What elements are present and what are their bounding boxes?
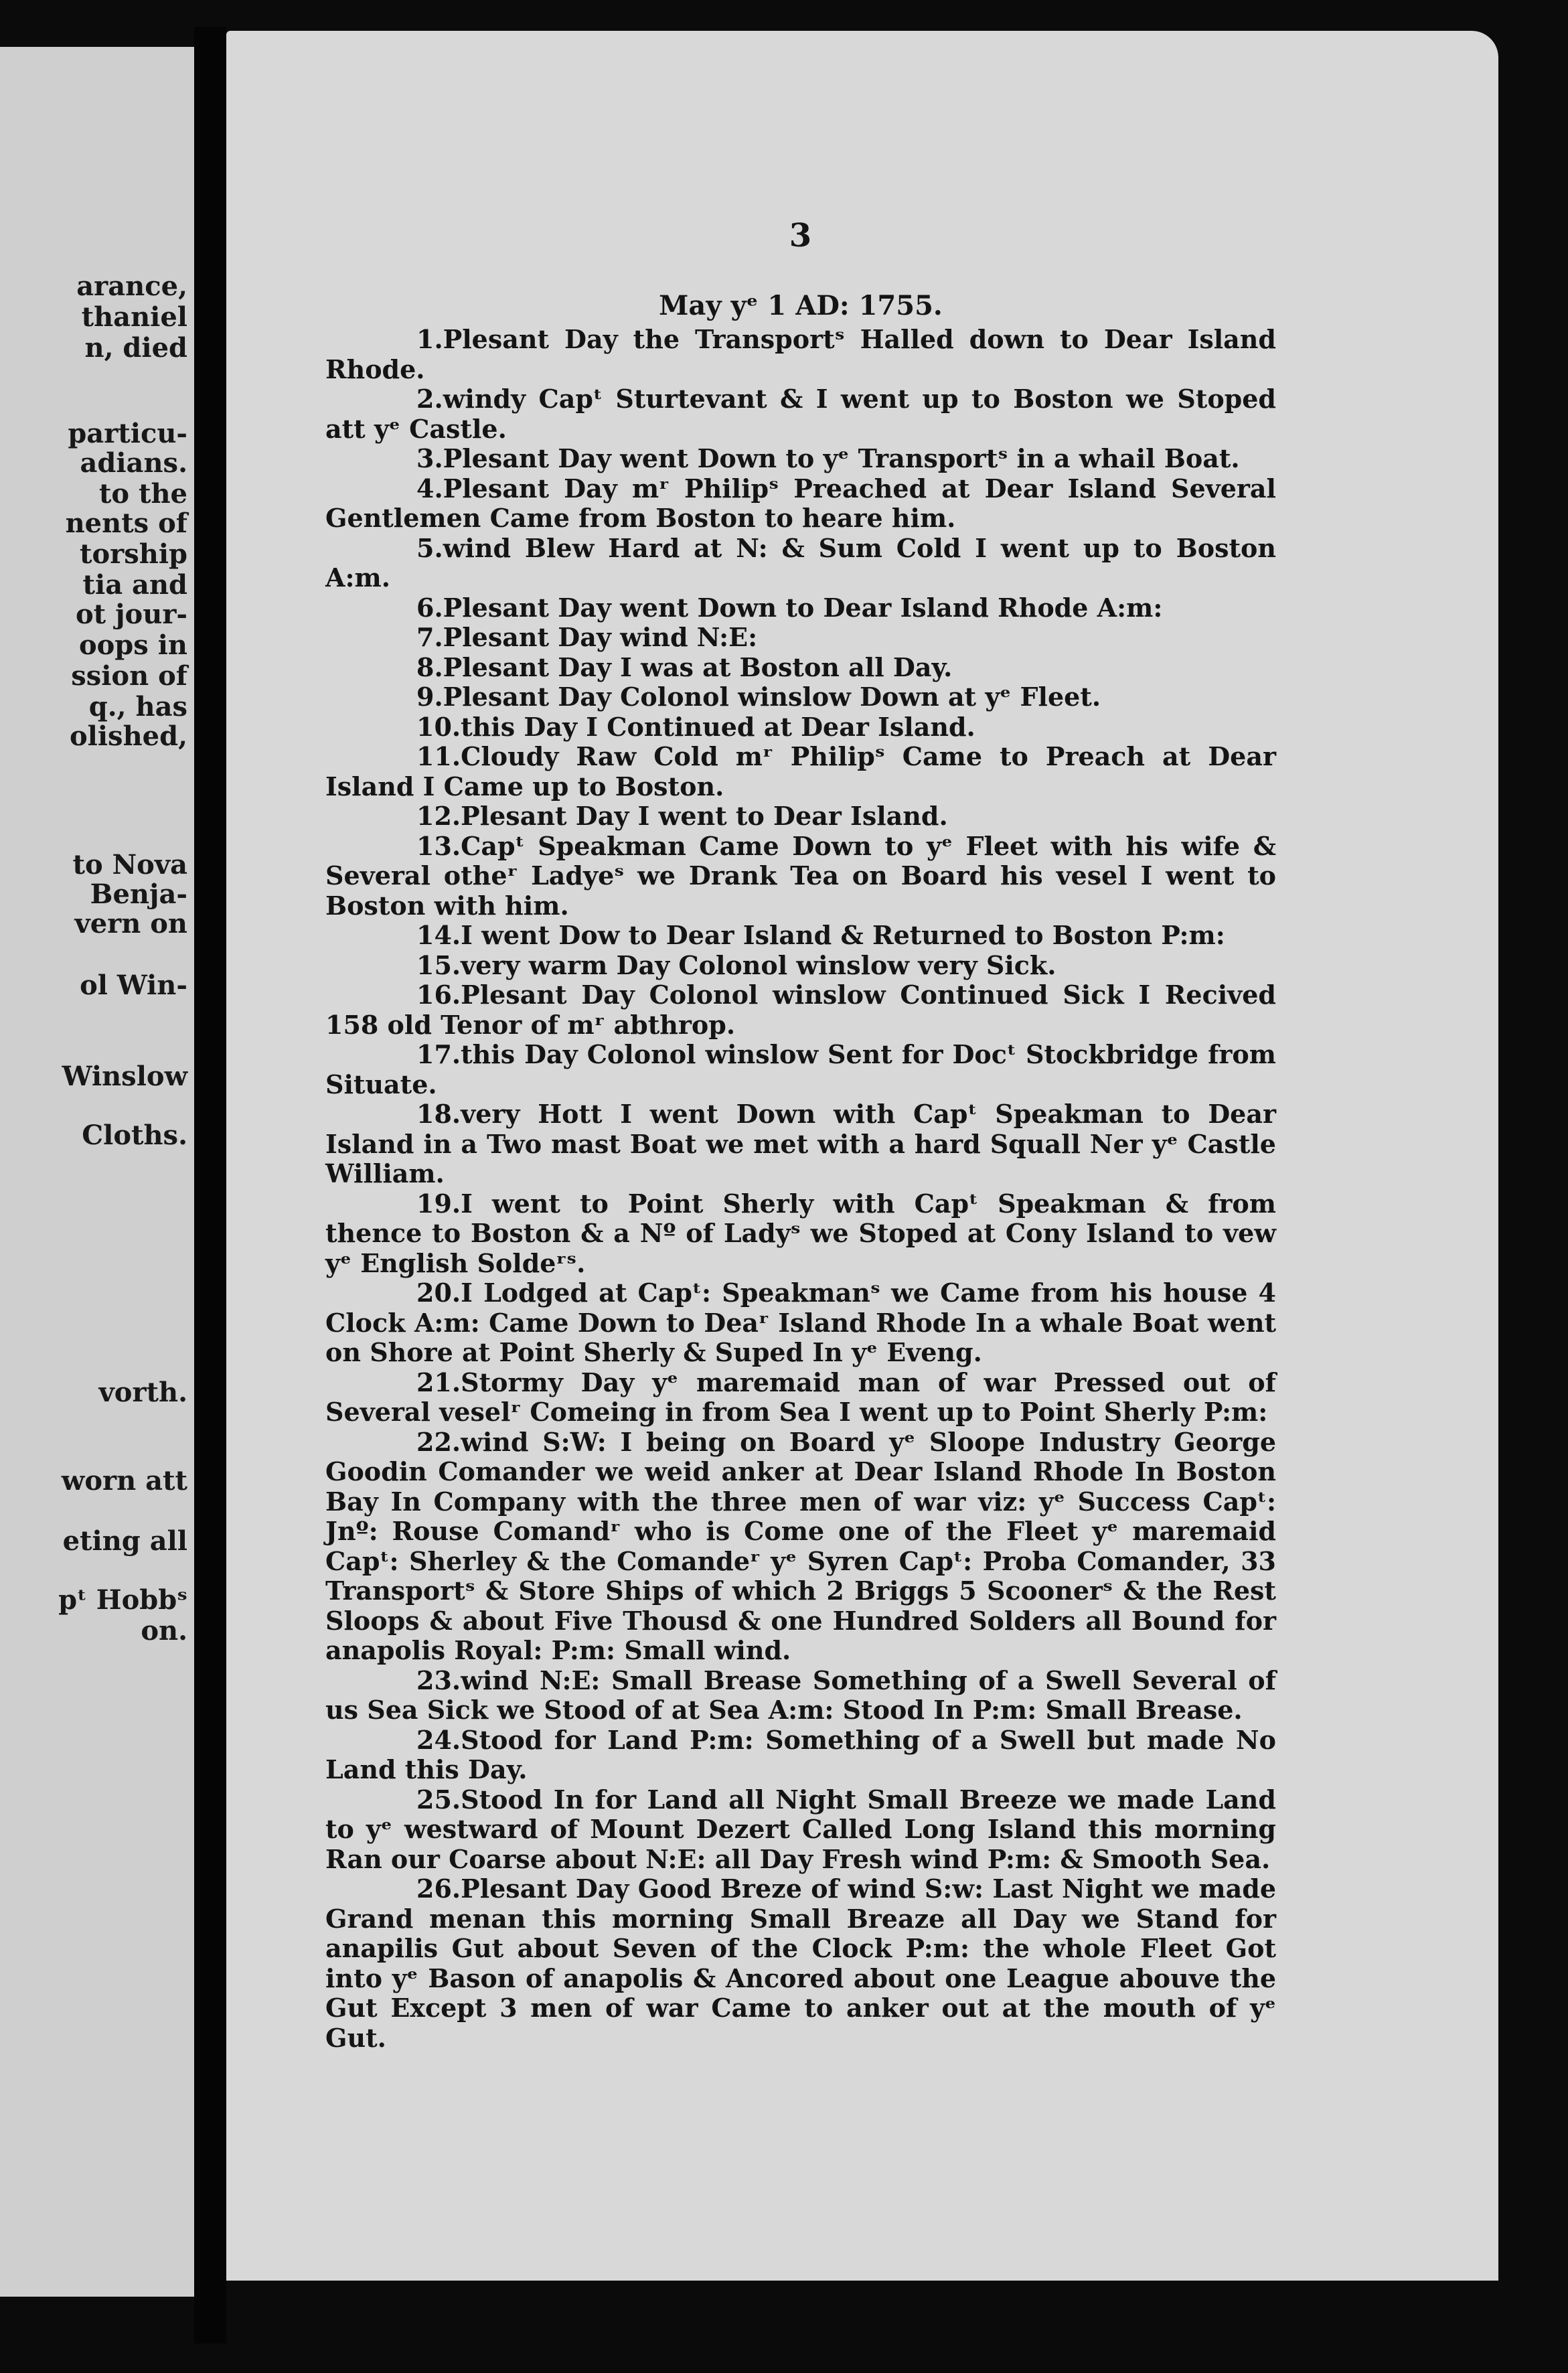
journal-entry	[325, 1278, 1276, 1368]
entry-number: 9.	[416, 682, 443, 712]
entry-text: Plesant Day I was at Boston all Day.	[443, 652, 953, 682]
entry-number: 20.	[416, 1278, 461, 1308]
journal-entry	[325, 742, 1276, 801]
left-page-line: arance,	[76, 271, 187, 302]
left-page-line: n, died	[84, 332, 187, 364]
entry-number: 26.	[416, 1873, 461, 1904]
entry-number: 2.	[416, 384, 443, 414]
journal-entry	[325, 474, 1276, 534]
left-page-line: tia and	[82, 569, 187, 601]
left-page-line: adians.	[80, 447, 187, 479]
left-page-line: q., has	[88, 691, 187, 722]
entry-number: 1.	[416, 324, 443, 354]
left-page-line: nents of	[65, 508, 187, 539]
entry-number: 17.	[416, 1039, 461, 1069]
entry-text: Plesant Day Colonol winslow Down at yᵉ Fleet.	[443, 682, 1101, 712]
left-page-line: vorth.	[98, 1377, 187, 1408]
journal-entry	[325, 1099, 1276, 1189]
entry-text: Plesant Day the Transportˢ Halled down to Dear Island Rhode.	[325, 324, 1276, 384]
left-page-line: to Nova	[72, 849, 187, 881]
entry-number: 3.	[416, 443, 443, 473]
journal-entries	[325, 325, 1276, 2053]
entry-text: this Day I Continued at Dear Island.	[461, 711, 975, 742]
left-page-line: to the	[98, 478, 187, 510]
left-page-line: eting all	[62, 1525, 187, 1557]
journal-entry	[325, 1428, 1276, 1666]
left-page-line: ot jour-	[76, 599, 187, 630]
journal-entry	[325, 593, 1276, 623]
entry-text: I Lodged at Capᵗ: Speakmanˢ we Came from his house 4 Clock A:m: Came Down to Deaʳ Island Rhode In a whale Boat went on Shore at Point Sherly & Suped In yᵉ Eveng.	[325, 1278, 1276, 1367]
left-page-line: oops in	[78, 629, 187, 661]
left-page-line: particu-	[68, 418, 187, 449]
entry-text: Stood In for Land all Night Small Breeze we made Land to yᵉ westward of Mount Dezert Called Long Island this morning Ran our Coarse about N:E: all Day Fresh wind P:m: & Smooth Sea.	[325, 1784, 1276, 1874]
entry-number: 24.	[416, 1724, 461, 1755]
entry-number: 15.	[416, 949, 461, 980]
left-page-line: worn att	[61, 1465, 187, 1497]
journal-entry	[325, 951, 1276, 981]
entry-number: 14.	[416, 920, 461, 950]
entry-text: Plesant Day Good Breze of wind S:w: Last Night we made Grand menan this morning Small Breaze all Day we Stand for anapilis Gut about Seven of the Clock P:m: the whole Fleet Got into yᵉ Bason of anapolis & Ancored about one League abouve the Gut Except 3 men of war Came to anker out at the mouth of yᵉ Gut.	[325, 1873, 1276, 2053]
entry-text: Plesant Day I went to Dear Island.	[461, 801, 948, 831]
left-page-line: Benja-	[90, 878, 187, 910]
journal-entry	[325, 832, 1276, 921]
left-page-line: thaniel	[81, 301, 187, 333]
entry-text: Plesant Day went Down to Dear Island Rhode A:m:	[443, 592, 1163, 623]
entry-number: 21.	[416, 1367, 461, 1397]
journal-entry	[325, 623, 1276, 653]
left-page-line: Winslow	[62, 1061, 187, 1092]
journal-entry	[325, 384, 1276, 444]
entry-text: this Day Colonol winslow Sent for Docᵗ Stockbridge from Situate.	[325, 1039, 1276, 1099]
left-page-fragment	[0, 47, 194, 2297]
entry-text: wind Blew Hard at N: & Sum Cold I went up to Boston A:m.	[325, 532, 1276, 593]
left-page-line: vern on	[74, 908, 187, 939]
entry-text: Stormy Day yᵉ maremaid man of war Pressed out of Several veselʳ Comeing in from Sea I went up to Point Sherly P:m:	[325, 1367, 1276, 1427]
journal-entry	[325, 1666, 1276, 1726]
journal-entry	[325, 534, 1276, 593]
entry-text: Plesant Day mʳ Philipˢ Preached at Dear Island Several Gentlemen Came from Boston to heare him.	[325, 473, 1276, 533]
entry-number: 22.	[416, 1426, 461, 1457]
left-page-line: torship	[80, 538, 187, 570]
entry-number: 25.	[416, 1784, 461, 1815]
entry-number: 4.	[416, 473, 443, 504]
page-number: 3	[789, 217, 813, 254]
entry-text: Plesant Day wind N:E:	[443, 622, 758, 652]
journal-entry	[325, 444, 1276, 474]
journal-entry	[325, 1189, 1276, 1279]
page-content	[325, 217, 1276, 2053]
entry-text: Plesant Day went Down to yᵉ Transportˢ in a whail Boat.	[443, 443, 1240, 473]
entry-number: 11.	[416, 741, 461, 771]
entry-number: 12.	[416, 801, 461, 831]
entry-number: 8.	[416, 652, 443, 682]
entry-text: very warm Day Colonol winslow very Sick.	[461, 949, 1056, 980]
entry-number: 16.	[416, 980, 461, 1010]
journal-entry	[325, 1368, 1276, 1428]
entry-number: 6.	[416, 592, 443, 623]
journal-entry	[325, 801, 1276, 832]
journal-entry	[325, 653, 1276, 683]
entry-number: 13.	[416, 830, 461, 861]
entry-text: wind S:W: I being on Board yᵉ Sloope Industry George Goodin Comander we weid anker at Dear Island Rhode In Boston Bay In Company with the three men of war viz: yᵉ Success Capᵗ: Jnº: Rouse Comandʳ who is Come one of the Fleet yᵉ maremaid Capᵗ: Sherley & the Comandeʳ yᵉ Syren Capᵗ: Proba Comander, 33 Transportˢ & Store Ships of which 2 Briggs 5 Scoonerˢ & the Rest Sloops & about Five Thousd & one Hundred Solders all Bound for anapolis Royal: P:m: Small wind.	[325, 1426, 1276, 1665]
journal-entry	[325, 682, 1276, 712]
left-page-line: ol Win-	[80, 970, 187, 1001]
journal-entry	[325, 712, 1276, 743]
entry-text: I went Dow to Dear Island & Returned to Boston P:m:	[461, 920, 1225, 950]
entry-text: I went to Point Sherly with Capᵗ Speakman & from thence to Boston & a Nº of Ladyˢ we Stoped at Cony Island to vew yᵉ English Soldeʳˢ.	[325, 1188, 1276, 1278]
journal-entry	[325, 1785, 1276, 1875]
left-page-line: on.	[141, 1615, 187, 1647]
entry-text: windy Capᵗ Sturtevant & I went up to Boston we Stoped att yᵉ Castle.	[325, 384, 1276, 444]
entry-text: very Hott I went Down with Capᵗ Speakman to Dear Island in a Two mast Boat we met with a hard Squall Ner yᵉ Castle William.	[325, 1099, 1276, 1189]
entry-text: wind N:E: Small Brease Something of a Swell Several of us Sea Sick we Stood of at Sea A:m: Stood In P:m: Small Brease.	[325, 1665, 1276, 1725]
entry-number: 23.	[416, 1665, 461, 1695]
entry-text: Cloudy Raw Cold mʳ Philipˢ Came to Preach at Dear Island I Came up to Boston.	[325, 741, 1276, 801]
entry-number: 7.	[416, 622, 443, 652]
entry-number: 19.	[416, 1188, 461, 1219]
journal-entry	[325, 1874, 1276, 2053]
right-page-edge	[1498, 27, 1568, 2350]
journal-entry	[325, 980, 1276, 1040]
left-page-line: pᵗ Hobbˢ	[58, 1584, 187, 1616]
book-gutter	[194, 27, 226, 2344]
journal-entry	[325, 325, 1276, 384]
entry-text: Capᵗ Speakman Came Down to yᵉ Fleet with his wife & Several otheʳ Ladyeˢ we Drank Tea on Board his vesel I went to Boston with him.	[325, 830, 1276, 921]
journal-entry	[325, 1726, 1276, 1785]
entry-number: 5.	[416, 532, 443, 563]
entry-number: 18.	[416, 1099, 461, 1129]
left-page-line: olished,	[69, 720, 187, 752]
left-page-line: ssion of	[71, 660, 187, 692]
entry-text: Plesant Day Colonol winslow Continued Sick I Recived 158 old Tenor of mʳ abthrop.	[325, 980, 1276, 1040]
left-page-line: Cloths.	[82, 1120, 187, 1151]
date-heading: May yᵉ 1 AD: 1755.	[659, 289, 943, 321]
entry-number: 10.	[416, 711, 461, 742]
entry-text: Stood for Land P:m: Something of a Swell but made No Land this Day.	[325, 1724, 1276, 1784]
journal-entry	[325, 921, 1276, 951]
journal-entry	[325, 1040, 1276, 1099]
